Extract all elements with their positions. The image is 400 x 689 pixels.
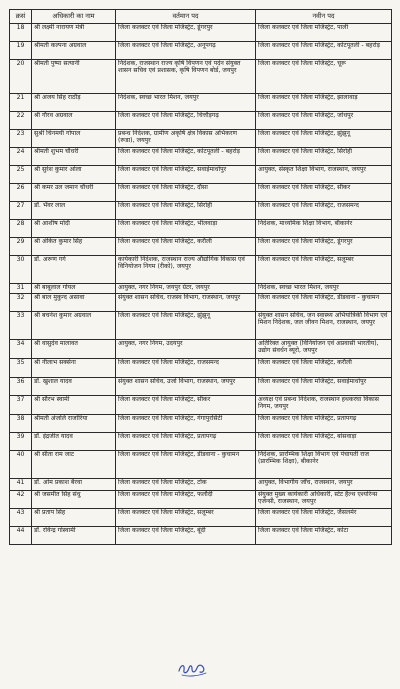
- officer-name-cell: डॉ. अरूण गर्ग: [32, 256, 116, 284]
- serial-cell: 27: [10, 202, 32, 220]
- new-post-cell: जिला कलक्टर एवं जिला मजिस्ट्रेट, प्रतापगढ़: [256, 415, 392, 433]
- table-row: [10, 527, 392, 545]
- officer-name-cell: श्री सीता राम जाट: [32, 451, 116, 479]
- table-row: [10, 256, 392, 284]
- header-officer-name: अधिकारी का नाम: [32, 10, 116, 24]
- new-post-cell: जिला कलक्टर एवं जिला मजिस्ट्रेट, चूरू: [256, 60, 392, 94]
- officer-name-cell: श्री आशीष मोदी: [32, 220, 116, 238]
- header-serial: क्रसं: [10, 10, 32, 24]
- officer-name-cell: श्री बाल मुकुन्द असावा: [32, 294, 116, 312]
- table-row: [10, 184, 392, 202]
- current-post-cell: जिला कलक्टर एवं जिला मजिस्ट्रेट, टोंक: [116, 479, 256, 491]
- serial-cell: 37: [10, 396, 32, 415]
- new-post-cell: जिला कलक्टर एवं जिला मजिस्ट्रेट, बांसवाड़ा: [256, 433, 392, 451]
- table-header-row: [10, 10, 392, 24]
- header-new-post: नवीन पद: [256, 10, 392, 24]
- serial-cell: 31: [10, 284, 32, 294]
- new-post-cell: निदेशक, माध्यमिक शिक्षा विभाग, बीकानेर: [256, 220, 392, 238]
- new-post-cell: जिला कलक्टर एवं जिला मजिस्ट्रेट, सलूम्बर: [256, 256, 392, 284]
- table-row: [10, 433, 392, 451]
- new-post-cell: जिला कलक्टर एवं जिला मजिस्ट्रेट, झुंझुनू: [256, 130, 392, 148]
- officer-name-cell: श्री लक्ष्मी नारायण मंत्री: [32, 24, 116, 42]
- serial-cell: 35: [10, 359, 32, 378]
- current-post-cell: जिला कलक्टर एवं जिला मजिस्ट्रेट, गंगापुरसिटी: [116, 415, 256, 433]
- officer-name-cell: श्री कमर उल जमान चौधरी: [32, 184, 116, 202]
- current-post-cell: जिला कलक्टर एवं जिला मजिस्ट्रेट, राजसमन्द: [116, 359, 256, 378]
- table-row: [10, 415, 392, 433]
- table-row: [10, 359, 392, 378]
- new-post-cell: जिला कलक्टर एवं जिला मजिस्ट्रेट, सीकर: [256, 184, 392, 202]
- table-row: [10, 479, 392, 491]
- officer-name-cell: डॉ. भँवर लाल: [32, 202, 116, 220]
- serial-cell: 41: [10, 479, 32, 491]
- current-post-cell: जिला कलक्टर एवं जिला मजिस्ट्रेट, प्रतापगढ़: [116, 433, 256, 451]
- table-row: [10, 112, 392, 130]
- table-row: [10, 340, 392, 359]
- officer-name-cell: श्री बाबूलाल गोयल: [32, 284, 116, 294]
- serial-cell: 21: [10, 94, 32, 112]
- new-post-cell: जिला कलक्टर एवं जिला मजिस्ट्रेट, जैसलमेर: [256, 509, 392, 527]
- serial-cell: 36: [10, 378, 32, 396]
- table-row: [10, 130, 392, 148]
- signature-mark: [176, 658, 210, 678]
- serial-cell: 39: [10, 433, 32, 451]
- table-row: [10, 491, 392, 509]
- serial-cell: 33: [10, 312, 32, 340]
- table-row: [10, 451, 392, 479]
- new-post-cell: जिला कलक्टर एवं जिला मजिस्ट्रेट, डीडवाना - कुचामन: [256, 294, 392, 312]
- officer-name-cell: डॉ. इंद्रजीत यादव: [32, 433, 116, 451]
- table-row: [10, 166, 392, 184]
- serial-cell: 20: [10, 60, 32, 94]
- new-post-cell: आयुक्त, संस्कृत शिक्षा विभाग, राजस्थान, जयपुर: [256, 166, 392, 184]
- current-post-cell: जिला कलक्टर एवं जिला मजिस्ट्रेट, डूंगरपुर: [116, 24, 256, 42]
- serial-cell: 29: [10, 238, 32, 256]
- serial-cell: 44: [10, 527, 32, 545]
- new-post-cell: जिला कलक्टर एवं जिला मजिस्ट्रेट, कोटा: [256, 527, 392, 545]
- officer-name-cell: श्री अजय सिंह राठौड़: [32, 94, 116, 112]
- officer-name-cell: श्रीमती अंजलि राजोरिया: [32, 415, 116, 433]
- current-post-cell: संयुक्त शासन सचिव, राजस्व विभाग, राजस्थान, जयपुर: [116, 294, 256, 312]
- new-post-cell: अध्यक्ष एवं प्रबन्ध निदेशक, राजस्थान हथकरघा विकास निगम, जयपुर: [256, 396, 392, 415]
- new-post-cell: अतिरिक्त आयुक्त (विनियोजन एवं अप्रवासी भारतीय), उद्योग संवर्धन ब्यूरो, जयपुर: [256, 340, 392, 359]
- current-post-cell: जिला कलक्टर एवं जिला मजिस्ट्रेट, दौसा: [116, 184, 256, 202]
- table-row: [10, 238, 392, 256]
- officer-name-cell: डॉ. रविन्द्र गोस्वामी: [32, 527, 116, 545]
- table-row: [10, 378, 392, 396]
- table-body: [10, 24, 392, 545]
- officer-name-cell: श्री सौरभ स्वामी: [32, 396, 116, 415]
- officer-name-cell: श्री गौरव अग्रवाल: [32, 112, 116, 130]
- officer-name-cell: सुश्री चिनमयी गोपाल: [32, 130, 116, 148]
- officer-name-cell: श्री अंकित कुमार सिंह: [32, 238, 116, 256]
- serial-cell: 40: [10, 451, 32, 479]
- new-post-cell: संयुक्त शासन सचिव, जन स्वास्थ्य अभियांत्रिकी विभाग एवं मिशन निदेशक, जल जीवन मिशन, राजस्थान, जयपुर: [256, 312, 392, 340]
- table-row: [10, 284, 392, 294]
- officer-name-cell: डॉ. खुशाल यादव: [32, 378, 116, 396]
- current-post-cell: जिला कलक्टर एवं जिला मजिस्ट्रेट, सलूम्बर: [116, 509, 256, 527]
- current-post-cell: आयुक्त, नगर निगम, उदयपुर: [116, 340, 256, 359]
- current-post-cell: प्रबन्ध निदेशक, ग्रामीण अकृषि क्षेत्र विकास अभिकरण (रूडा), जयपुर: [116, 130, 256, 148]
- current-post-cell: जिला कलक्टर एवं जिला मजिस्ट्रेट, सीकर: [116, 396, 256, 415]
- current-post-cell: निदेशक, स्वच्छ भारत मिशन, जयपुर: [116, 94, 256, 112]
- current-post-cell: जिला कलक्टर एवं जिला मजिस्ट्रेट, सवाईमाधोपुर: [116, 166, 256, 184]
- current-post-cell: जिला कलक्टर एवं जिला मजिस्ट्रेट, करौली: [116, 238, 256, 256]
- serial-cell: 43: [10, 509, 32, 527]
- serial-cell: 18: [10, 24, 32, 42]
- table-row: [10, 94, 392, 112]
- officer-name-cell: श्रीमती पुष्पा सत्यानी: [32, 60, 116, 94]
- current-post-cell: जिला कलक्टर एवं जिला मजिस्ट्रेट, झुंझुनू: [116, 312, 256, 340]
- current-post-cell: आयुक्त, नगर निगम, जयपुर ग्रेटर, जयपुर: [116, 284, 256, 294]
- new-post-cell: जिला कलक्टर एवं जिला मजिस्ट्रेट, सवाईमाधोपुर: [256, 378, 392, 396]
- current-post-cell: संयुक्त शासन सचिव, उर्जा विभाग, राजस्थान, जयपुर: [116, 378, 256, 396]
- new-post-cell: निदेशक, प्रारम्भिक शिक्षा विभाग एवं पंचायती राज (प्रारम्भिक शिक्षा), बीकानेर: [256, 451, 392, 479]
- serial-cell: 19: [10, 42, 32, 60]
- officer-name-cell: श्री वासुदेव मालावत: [32, 340, 116, 359]
- table-row: [10, 396, 392, 415]
- serial-cell: 24: [10, 148, 32, 166]
- current-post-cell: कार्यकारी निदेशक, राजस्थान राज्य औद्योगिक विकास एवं विनियोजन निगम (रीको), जयपुर: [116, 256, 256, 284]
- table-row: [10, 42, 392, 60]
- table-row: [10, 24, 392, 42]
- officer-name-cell: श्री सुरेश कुमार ओला: [32, 166, 116, 184]
- new-post-cell: जिला कलक्टर एवं जिला मजिस्ट्रेट, कोटपूतली - बहरोड़: [256, 42, 392, 60]
- new-post-cell: जिला कलक्टर एवं जिला मजिस्ट्रेट, करौली: [256, 359, 392, 378]
- table-row: [10, 148, 392, 166]
- table-row: [10, 509, 392, 527]
- transfer-table: [9, 9, 392, 545]
- new-post-cell: आयुक्त, विभागीय जाँच, राजस्थान, जयपुर: [256, 479, 392, 491]
- serial-cell: 32: [10, 294, 32, 312]
- serial-cell: 23: [10, 130, 32, 148]
- current-post-cell: जिला कलक्टर एवं जिला मजिस्ट्रेट, अनूपगढ़: [116, 42, 256, 60]
- current-post-cell: जिला कलक्टर एवं जिला मजिस्ट्रेट, सिरोही: [116, 202, 256, 220]
- new-post-cell: जिला कलक्टर एवं जिला मजिस्ट्रेट, जोधपुर: [256, 112, 392, 130]
- current-post-cell: जिला कलक्टर एवं जिला मजिस्ट्रेट, कोटपूतली - बहरोड़: [116, 148, 256, 166]
- new-post-cell: जिला कलक्टर एवं जिला मजिस्ट्रेट, झालावाड़: [256, 94, 392, 112]
- officer-name-cell: श्रीमती शुभम चौधरी: [32, 148, 116, 166]
- new-post-cell: जिला कलक्टर एवं जिला मजिस्ट्रेट, पाली: [256, 24, 392, 42]
- serial-cell: 38: [10, 415, 32, 433]
- table-row: [10, 220, 392, 238]
- current-post-cell: जिला कलक्टर एवं जिला मजिस्ट्रेट, फलौदी: [116, 491, 256, 509]
- new-post-cell: जिला कलक्टर एवं जिला मजिस्ट्रेट, राजसमन्द: [256, 202, 392, 220]
- current-post-cell: जिला कलक्टर एवं जिला मजिस्ट्रेट, बूंदी: [116, 527, 256, 545]
- current-post-cell: जिला कलक्टर एवं जिला मजिस्ट्रेट, डीडवाना - कुचामन: [116, 451, 256, 479]
- serial-cell: 25: [10, 166, 32, 184]
- officer-name-cell: श्री नीलाभ सक्सेना: [32, 359, 116, 378]
- table-row: [10, 202, 392, 220]
- officer-name-cell: डॉ. ओम प्रकाश बैरवा: [32, 479, 116, 491]
- serial-cell: 28: [10, 220, 32, 238]
- current-post-cell: जिला कलक्टर एवं जिला मजिस्ट्रेट, चित्तौड़गढ़: [116, 112, 256, 130]
- new-post-cell: जिला कलक्टर एवं जिला मजिस्ट्रेट, डूंगरपुर: [256, 238, 392, 256]
- new-post-cell: निदेशक, स्वच्छ भारत मिशन, जयपुर: [256, 284, 392, 294]
- serial-cell: 34: [10, 340, 32, 359]
- new-post-cell: जिला कलक्टर एवं जिला मजिस्ट्रेट, सिरोही: [256, 148, 392, 166]
- officer-name-cell: श्री बचनेश कुमार अग्रवाल: [32, 312, 116, 340]
- officer-name-cell: श्री जसमीत सिंह संधु: [32, 491, 116, 509]
- table-row: [10, 312, 392, 340]
- table-row: [10, 294, 392, 312]
- current-post-cell: निदेशक, राजस्थान राज्य कृषि विपणन एवं पदेन संयुक्त शासन सचिव एवं प्रशासक, कृषि विपणन बोर्ड, जयपुर: [116, 60, 256, 94]
- current-post-cell: जिला कलक्टर एवं जिला मजिस्ट्रेट, भीलवाड़ा: [116, 220, 256, 238]
- serial-cell: 22: [10, 112, 32, 130]
- header-current-post: वर्तमान पद: [116, 10, 256, 24]
- officer-name-cell: श्रीमती कल्पना अग्रवाल: [32, 42, 116, 60]
- new-post-cell: संयुक्त मुख्य कार्यकारी अधिकारी, स्टेट हैल्थ एश्योरेन्स एजेन्सी, राजस्थान, जयपुर: [256, 491, 392, 509]
- serial-cell: 30: [10, 256, 32, 284]
- table-row: [10, 60, 392, 94]
- serial-cell: 26: [10, 184, 32, 202]
- officer-name-cell: श्री प्रताप सिंह: [32, 509, 116, 527]
- serial-cell: 42: [10, 491, 32, 509]
